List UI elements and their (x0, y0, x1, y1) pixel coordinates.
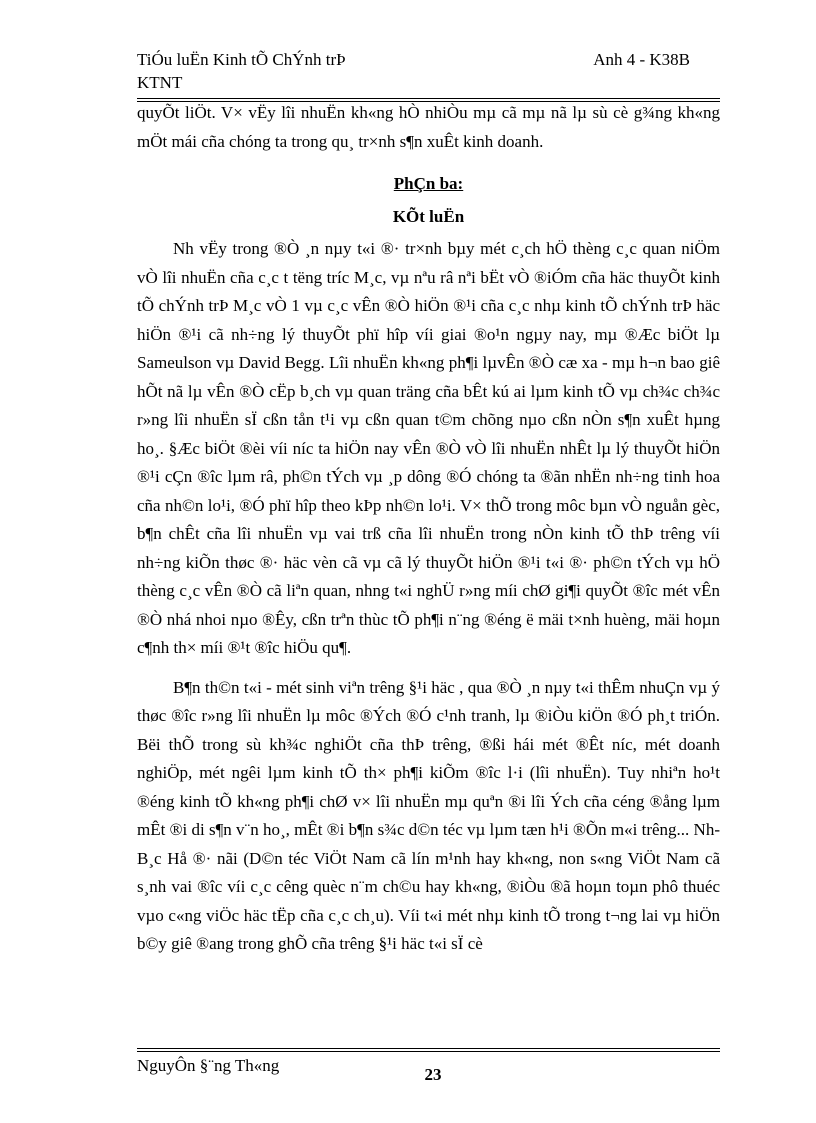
page-body (137, 99, 720, 959)
page-header (137, 48, 720, 98)
footer-author: NguyÔn §¨ng Th«ng (137, 1056, 280, 1075)
header-course-title: TiÓu luËn Kinh tÕ ChÝnh trÞ (137, 50, 346, 69)
lead-paragraph: quyÕt liÖt. V× vËy lîi nhuËn kh«ng hÒ nhiÒu mµ cã mµ nã lµ sù cè g¾ng kh«ng mÖt mái cña chóng ta trong qu¸ tr×nh s¶n xuÊt kinh doanh. (137, 103, 720, 151)
conclusion-paragraph-2: B¶n th©n t«i - mét sinh viªn trêng §¹i häc , qua ®Ò ¸n nµy t«i thÊm nhuÇn vµ ý thøc ®îc r»ng lîi nhuËn lµ môc ®Ých ®Ó c¹nh tranh, lµ ®iÒu kiÖn ®Ó ph¸t triÓn. Bëi thÕ trong sù kh¾c nghiÖt cña thÞ trêng, ®ßi hái mét ®Êt níc, mét doanh nghiÖp, mét ngêi lµm kinh tÕ th× ph¶i kiÕm ®îc l·i (lîi nhuËn). Tuy nhiªn ho¹t ®éng kinh tÕ kh«ng ph¶i chØ v× lîi nhuËn mµ quªn ®i lîi Ých cña céng ®ång lµm mÊt ®i di s¶n v¨n ho¸, mÊt ®i b¶n s¾c d©n téc vµ lµm tæn h¹i ®Õn m«i trêng... Nh B¸c Hå ®· nãi (D©n téc ViÖt Nam cã lín m¹nh hay kh«ng, non s«ng ViÖt Nam cã s¸nh vai ®îc víi c¸c cêng quèc n¨m ch©u hay kh«ng, ®iÒu ®ã hoµn toµn phô thuéc vµo c«ng viÖc häc tËp cña c¸c ch¸u). Víi t«i mét nhµ kinh tÕ trong t¬ng lai vµ hiÖn b©y giê ®ang trong ghÕ cña trêng §¹i häc t«i sÏ cè (137, 677, 720, 953)
page-number: 23 (424, 1065, 442, 1084)
header-course-code: KTNT (137, 73, 183, 92)
header-class-label: Anh 4 - K38B (593, 50, 690, 69)
footer-divider (137, 1048, 720, 1052)
header-left (137, 48, 437, 94)
section-title: KÕt luËn (392, 206, 465, 226)
conclusion-paragraph-1: Nh vËy trong ®Ò ¸n nµy t«i ®· tr×nh bµy mét c¸ch hÖ thèng c¸c quan niÖm vÒ lîi nhuËn cña c¸c t tëng tríc M¸c, vµ nªu râ nªi bËt vÒ ®iÓm cña häc thuyÕt kinh tÕ chÝnh trÞ M¸c vÒ 1 vµ c¸c vÊn ®Ò hiÖn ®¹i cña c¸c nhµ kinh tÕ chÝnh trÞ häc hiÖn ®¹i cã nh÷ng lý thuyÕt phï hîp víi giai ®o¹n ngµy nay, mµ ®Æc biÖt lµ Sameulson vµ David Begg. Lîi nhuËn kh«ng ph¶i lµvÊn ®Ò cæ xa - mµ h¬n bao giê hÕt nã lµ vÊn ®Ò cËp b¸ch vµ quan träng cña bÊt kú ai lµm kinh tÕ vµ ch¾c ch¾c r»ng lîi nhuËn sÏ cßn tån t¹i vµ cßn quan t©m chõng nµo cßn nÒn s¶n xuÊt hµng ho¸. §Æc biÖt ®èi víi níc ta hiÖn nay vÊn ®Ò vÒ lîi nhuËn nhÊt lµ lý thuyÕt hiÖn ®¹i cÇn ®îc lµm râ, ph©n tÝch vµ ¸p dông ®Ó chóng ta ®ãn nhËn nh÷ng tinh hoa cña nh©n lo¹i, ®Ó phï hîp theo kÞp nh©n lo¹i. V× thÕ trong môc bµn vÒ nguån gèc, b¶n chÊt cña lîi nhuËn vµ vai trß cña lîi nhuËn trong nÒn kinh tÕ thÞ trêng víi nh÷ng kiÕn thøc ®· häc vèn cã vµ cã lý thuyÕt hiÖn ®¹i t«i ®· ph©n tÝch vµ hÖ thèng c¸c vÊn ®Ò cã liªn quan, nhng t«i nghÜ r»ng míi chØ gi¶i quyÕt ®îc mét vÊn ®Ò nhá nhoi nµo ®Êy, cßn trªn thùc tÕ ph¶i n¨ng ®éng ë mäi t×nh huèng, mäi hoµn c¶nh th× míi ®¹t ®îc hiÖu qu¶. (137, 239, 720, 657)
part-title: PhÇn ba: (393, 174, 464, 193)
